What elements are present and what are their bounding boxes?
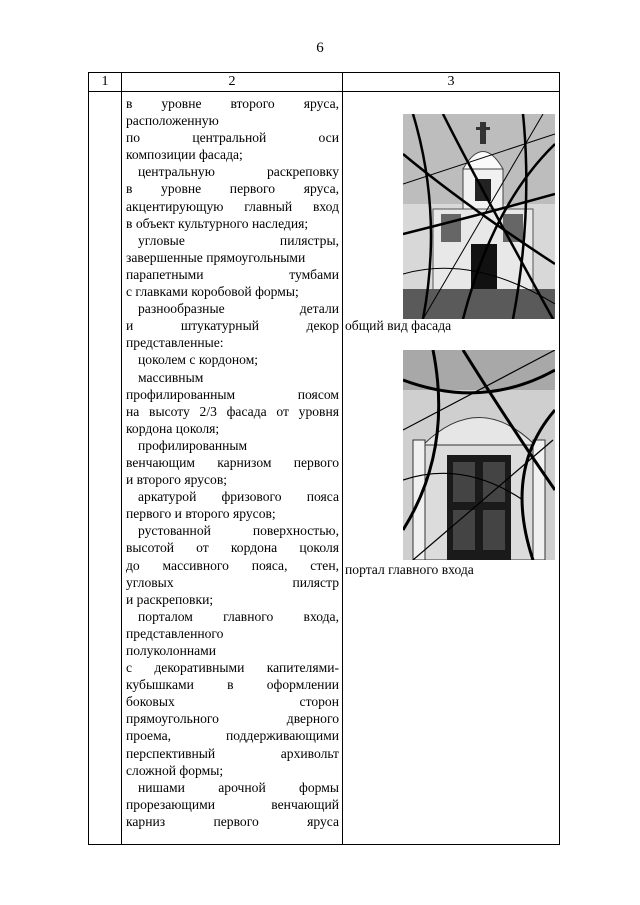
column-header-1: 1: [89, 73, 122, 92]
text-line: представленного: [126, 625, 224, 641]
text-line: нишами арочной формы: [138, 779, 339, 795]
text-line: завершенные прямоугольными: [126, 249, 306, 265]
text-line: и второго ярусов;: [126, 472, 228, 488]
text-line: центральную раскреповку: [138, 164, 339, 180]
page-number: 6: [316, 40, 324, 56]
photo-cell: [343, 92, 560, 845]
text-line: аркатурой фризового пояса: [138, 489, 339, 505]
text-line: карниз первого яруса: [126, 813, 339, 829]
text-line: полуколоннами: [126, 643, 217, 658]
text-line: разнообразные детали: [138, 301, 339, 317]
text-line: профилированным: [138, 437, 248, 453]
text-line: парапетными тумбами: [126, 266, 339, 282]
text-line: боковых сторон: [126, 694, 339, 710]
photo-caption: общий вид фасада: [345, 318, 452, 333]
text-line: кубышками в оформлении: [126, 677, 339, 693]
text-line: угловые пилястры,: [138, 232, 339, 248]
facade-photo: [403, 114, 555, 319]
text-line: представленные:: [126, 335, 224, 351]
text-line: с главками коробовой формы;: [126, 284, 299, 300]
text-line: акцентирующую главный вход: [126, 198, 339, 214]
text-line: в уровне второго яруса,: [126, 96, 339, 111]
text-line: профилированным поясом: [126, 386, 339, 402]
row-number-cell: [89, 92, 122, 845]
text-line: кордона цоколя;: [126, 420, 220, 436]
text-line: в объект культурного наследия;: [126, 215, 309, 231]
text-line: проема, поддерживающими: [126, 728, 339, 744]
column-header-3: 3: [343, 73, 560, 92]
text-line: по центральной оси: [126, 130, 339, 146]
text-line: цоколем с кордоном;: [138, 352, 259, 368]
text-line: порталом главного входа,: [138, 608, 339, 624]
table-header-row: [89, 73, 560, 92]
text-line: композиции фасада;: [126, 147, 243, 163]
text-line: в уровне первого яруса,: [126, 181, 339, 197]
text-line: угловых пилястр: [126, 574, 339, 590]
text-line: расположенную: [126, 113, 219, 129]
text-line: сложной формы;: [126, 762, 224, 778]
text-line: первого и второго ярусов;: [126, 506, 276, 522]
text-line: и раскреповки;: [126, 591, 214, 607]
text-line: перспективный архивольт: [126, 745, 339, 761]
text-line: до массивного пояса, стен,: [126, 557, 339, 573]
text-line: прямоугольного дверного: [126, 711, 339, 727]
monument-description-table: [88, 72, 560, 845]
photo-caption: портал главного входа: [345, 562, 474, 577]
text-line: прорезающими венчающий: [126, 796, 339, 812]
text-line: высотой от кордона цоколя: [126, 540, 339, 556]
text-line: рустованной поверхностью,: [138, 523, 339, 539]
text-line: венчающим карнизом первого: [126, 454, 339, 470]
text-line: с декоративными капителями-: [126, 660, 339, 676]
description-cell: [122, 92, 343, 845]
column-header-2: 2: [122, 73, 343, 92]
entrance-portal-photo: [403, 350, 555, 560]
table-row: [89, 92, 560, 845]
text-line: массивным: [138, 369, 204, 385]
text-line: и штукатурный декор: [126, 318, 339, 334]
text-line: на высоту 2/3 фасада от уровня: [126, 403, 339, 419]
